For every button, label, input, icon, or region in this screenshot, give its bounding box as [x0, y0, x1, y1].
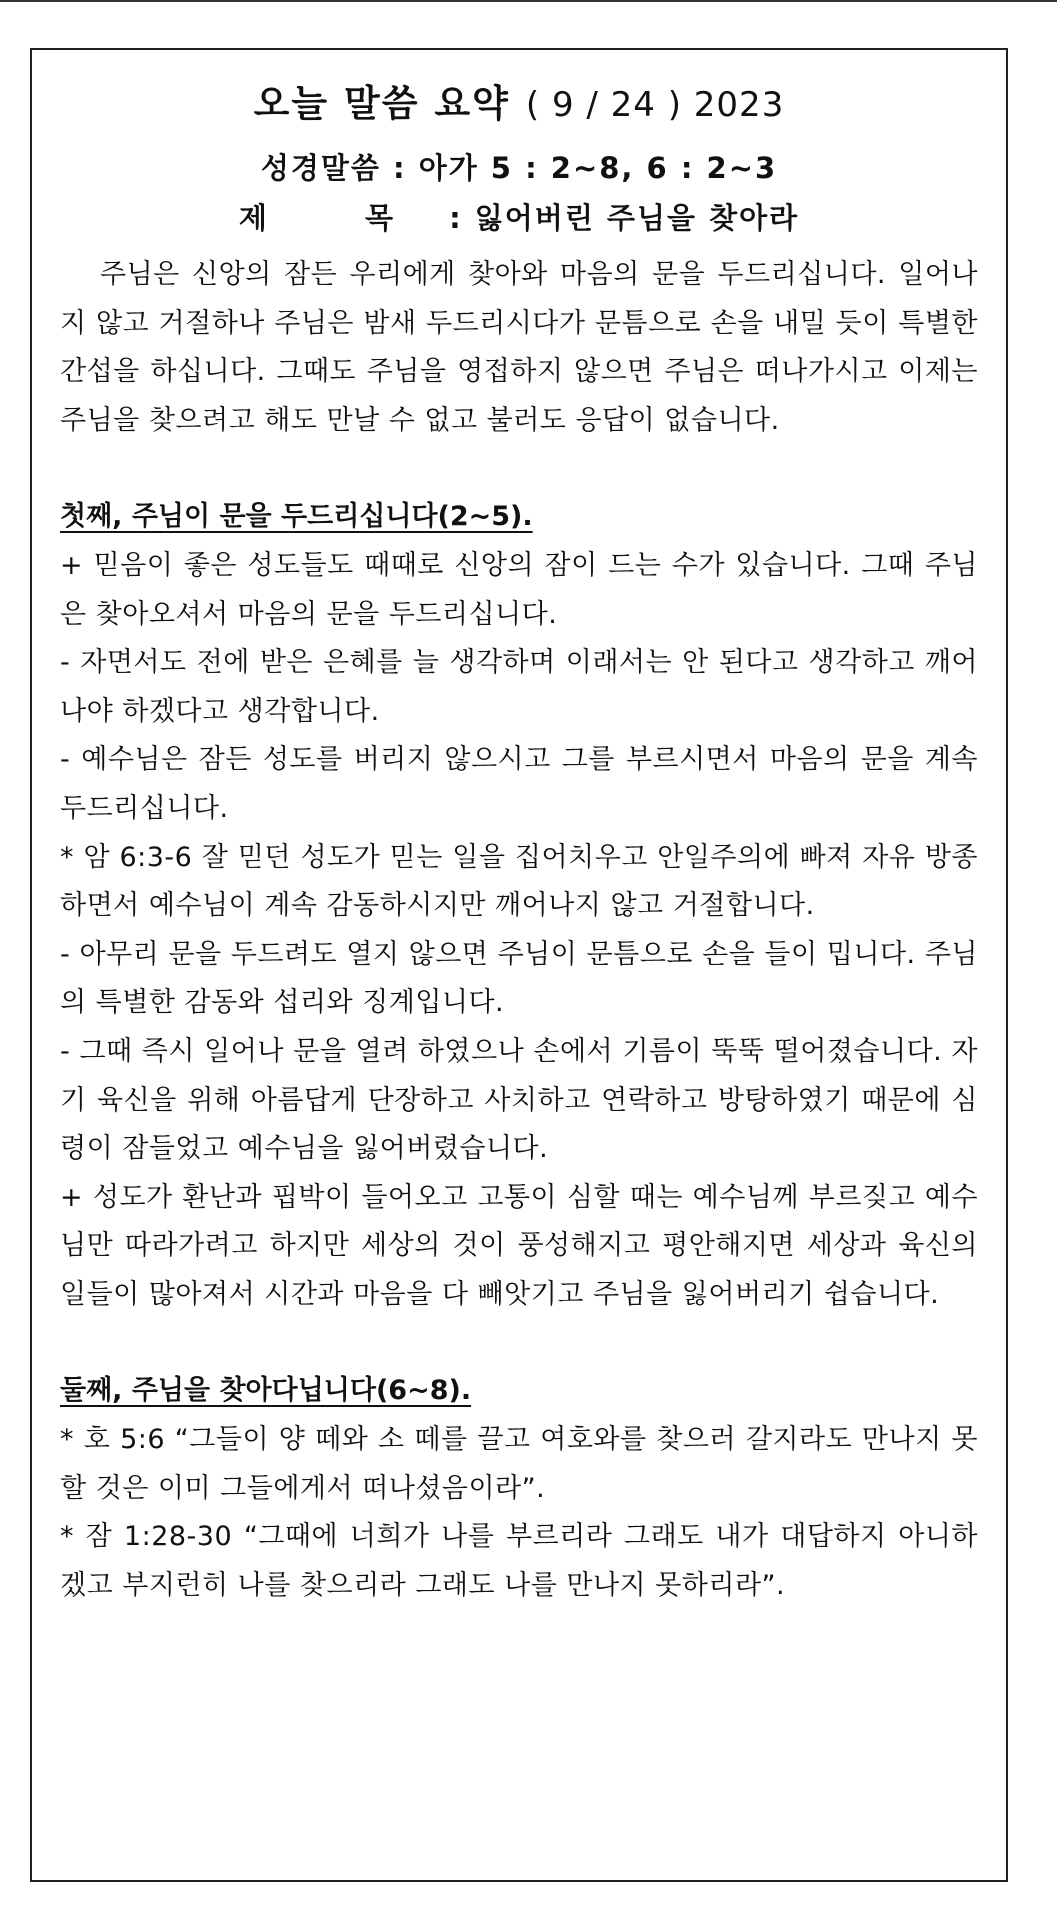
section-spacer: [60, 1319, 978, 1367]
scripture-label: 성경말씀: [260, 151, 381, 185]
list-item: - 아무리 문을 두드려도 열지 않으면 주님이 문틈으로 손을 들이 밉니다. 주님의 특별한 감동와 섭리와 징계입니다.: [60, 938, 978, 1019]
list-item: * 암 6:3-6 잘 믿던 성도가 믿는 일을 집어치우고 안일주의에 빠져 자유 방종하면서 예수님이 계속 감동하시지만 깨어나지 않고 거절합니다.: [60, 841, 978, 922]
scripture-value: 아가 5 : 2~8, 6 : 2~3: [418, 151, 778, 185]
subject-label: 제 목: [238, 201, 437, 235]
list-item: - 자면서도 전에 받은 은혜를 늘 생각하며 이래서는 안 된다고 생각하고 깨어나야 하겠다고 생각합니다.: [60, 647, 978, 727]
sermon-summary-box: [30, 48, 1008, 1882]
title-date: ( 9 / 24 ) 2023: [525, 85, 785, 125]
page-top-rule: [0, 0, 1057, 2]
section-heading-second: 둘째, 주님을 찾아다닙니다(6~8).: [60, 1375, 472, 1407]
scripture-line: 성경말씀 : 아가 5 : 2~8, 6 : 2~3: [260, 151, 778, 185]
subject-value: 잃어버린 주님을 찾아라: [474, 201, 800, 235]
page-title: [60, 78, 978, 131]
list-item: + 성도가 환난과 핍박이 들어오고 고통이 심할 때는 예수님께 부르짖고 예수님만 따라가려고 하지만 세상의 것이 풍성해지고 평안해지면 세상과 육신의 일들이 많아져서 시간과 마음을 다 빼앗기고 주님을 잃어버리기 쉽습니다.: [60, 1181, 978, 1310]
intro-paragraph: 주님은 신앙의 잠든 우리에게 찾아와 마음의 문을 두드리십니다. 일어나지 않고 거절하나 주님은 밤새 두드리시다가 문틈으로 손을 내밀 듯이 특별한 간섭을 하십니다. 그때도 주님을 영접하지 않으면 주님은 떠나가시고 이제는 주님을 찾으려고 해도 만날 수 없고 불러도 응답이 없습니다.: [60, 259, 978, 436]
title-text: 오늘 말씀 요약: [253, 82, 510, 125]
subject-line: 제 목 : 잃어버린 주님을 찾아라: [238, 201, 800, 235]
section-heading-first: 첫째, 주님이 문을 두드리십니다(2~5).: [60, 501, 533, 533]
list-item: + 믿음이 좋은 성도들도 때때로 신앙의 잠이 드는 수가 있습니다. 그때 주님은 찾아오셔서 마음의 문을 두드리십니다.: [60, 549, 978, 630]
list-item: - 그때 즉시 일어나 문을 열려 하였으나 손에서 기름이 뚝뚝 떨어졌습니다. 자기 육신을 위해 아름답게 단장하고 사치하고 연락하고 방탕하였기 때문에 심령이 잠들었고 예수님을 잃어버렸습니다.: [60, 1035, 978, 1165]
list-item: - 예수님은 잠든 성도를 버리지 않으시고 그를 부르시면서 마음의 문을 계속 두드리십니다.: [60, 744, 978, 824]
list-item: * 호 5:6 “그들이 양 떼와 소 떼를 끌고 여호와를 찾으러 갈지라도 만나지 못할 것은 이미 그들에게서 떠나셨음이라”.: [60, 1424, 978, 1504]
list-item: * 잠 1:28-30 “그때에 너희가 나를 부르리라 그래도 내가 대답하지 아니하겠고 부지런히 나를 찾으리라 그래도 나를 만나지 못하리라”.: [60, 1521, 978, 1601]
